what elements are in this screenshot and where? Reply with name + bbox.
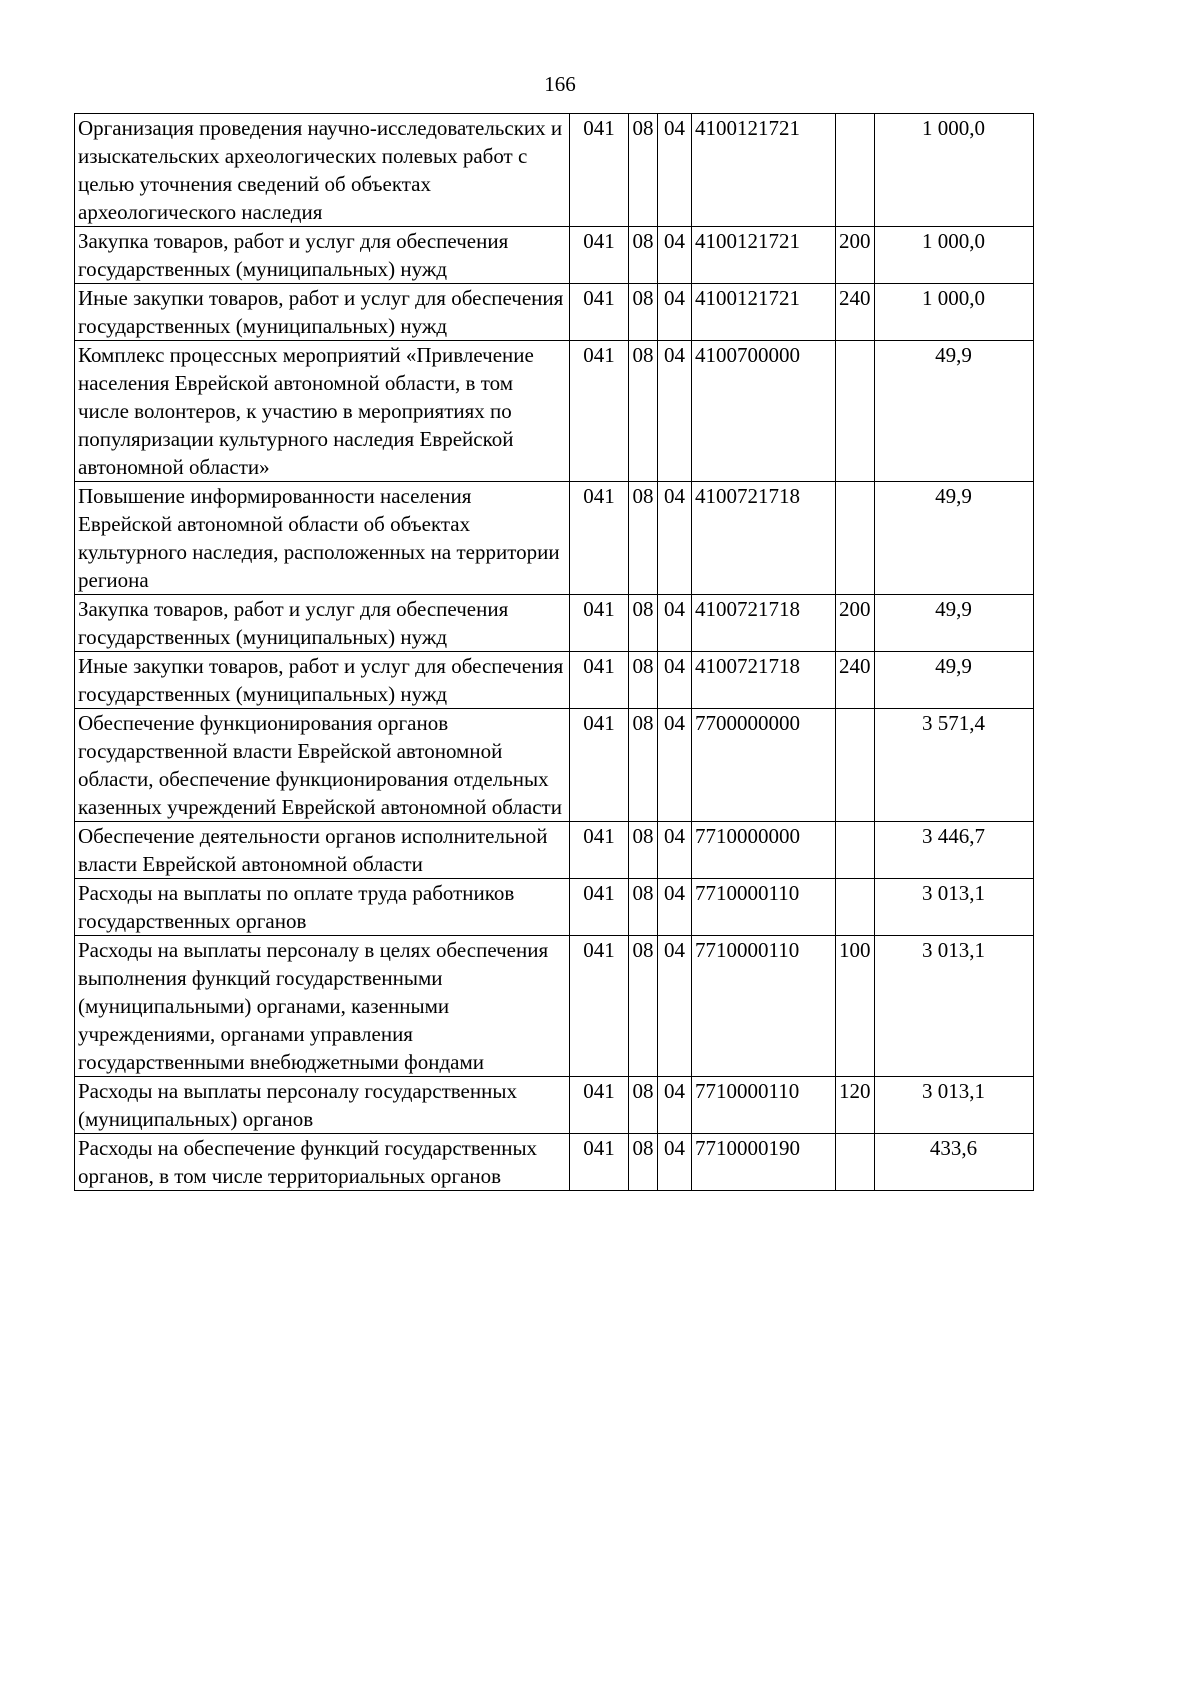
table-row	[75, 227, 1034, 284]
row-ministry-code: 041	[570, 652, 629, 709]
row-expense-type: 200	[836, 227, 875, 284]
row-amount: 49,9	[874, 482, 1033, 595]
row-section-code: 08	[629, 341, 658, 482]
row-expense-type	[836, 482, 875, 595]
row-subsection-code: 04	[658, 709, 692, 822]
row-expense-type	[836, 341, 875, 482]
row-name: Иные закупки товаров, работ и услуг для обеспечения государственных (муниципальных) нужд	[75, 652, 570, 709]
row-name: Обеспечение деятельности органов исполнительной власти Еврейской автономной области	[75, 822, 570, 879]
row-subsection-code: 04	[658, 595, 692, 652]
row-ministry-code: 041	[570, 709, 629, 822]
row-amount: 1 000,0	[874, 114, 1033, 227]
row-section-code: 08	[629, 652, 658, 709]
table-row	[75, 709, 1034, 822]
table-row	[75, 879, 1034, 936]
row-ministry-code: 041	[570, 227, 629, 284]
row-subsection-code: 04	[658, 341, 692, 482]
row-name: Расходы на выплаты по оплате труда работников государственных органов	[75, 879, 570, 936]
row-amount: 1 000,0	[874, 227, 1033, 284]
row-name: Закупка товаров, работ и услуг для обеспечения государственных (муниципальных) нужд	[75, 595, 570, 652]
row-name: Иные закупки товаров, работ и услуг для обеспечения государственных (муниципальных) нужд	[75, 284, 570, 341]
row-section-code: 08	[629, 482, 658, 595]
row-subsection-code: 04	[658, 822, 692, 879]
row-expense-type	[836, 879, 875, 936]
row-amount: 1 000,0	[874, 284, 1033, 341]
row-section-code: 08	[629, 1077, 658, 1134]
row-section-code: 08	[629, 936, 658, 1077]
row-subsection-code: 04	[658, 1077, 692, 1134]
row-name: Обеспечение функционирования органов государственной власти Еврейской автономной области, обеспечение функционирования отдельных казенных учреждений Еврейской автономной области	[75, 709, 570, 822]
row-subsection-code: 04	[658, 652, 692, 709]
row-target-code: 7700000000	[692, 709, 836, 822]
row-amount: 3 013,1	[874, 1077, 1033, 1134]
table-row	[75, 482, 1034, 595]
row-expense-type	[836, 114, 875, 227]
row-subsection-code: 04	[658, 227, 692, 284]
row-subsection-code: 04	[658, 936, 692, 1077]
row-section-code: 08	[629, 709, 658, 822]
row-expense-type: 120	[836, 1077, 875, 1134]
row-target-code: 4100700000	[692, 341, 836, 482]
table-row	[75, 114, 1034, 227]
row-target-code: 7710000110	[692, 879, 836, 936]
row-amount: 49,9	[874, 595, 1033, 652]
row-target-code: 4100121721	[692, 114, 836, 227]
row-ministry-code: 041	[570, 1077, 629, 1134]
row-target-code: 4100121721	[692, 284, 836, 341]
row-ministry-code: 041	[570, 879, 629, 936]
row-subsection-code: 04	[658, 879, 692, 936]
row-expense-type	[836, 709, 875, 822]
row-section-code: 08	[629, 114, 658, 227]
row-name: Комплекс процессных мероприятий «Привлечение населения Еврейской автономной области, в том числе волонтеров, к участию в мероприятиях по популяризации культурного наследия Еврейской автономной области»	[75, 341, 570, 482]
table-row	[75, 652, 1034, 709]
row-name: Организация проведения научно-исследовательских и изыскательских археологических полевых работ с целью уточнения сведений об объектах археологического наследия	[75, 114, 570, 227]
row-name: Закупка товаров, работ и услуг для обеспечения государственных (муниципальных) нужд	[75, 227, 570, 284]
row-ministry-code: 041	[570, 822, 629, 879]
table-row	[75, 1077, 1034, 1134]
row-section-code: 08	[629, 1134, 658, 1191]
row-amount: 3 013,1	[874, 936, 1033, 1077]
row-expense-type	[836, 822, 875, 879]
row-target-code: 4100721718	[692, 482, 836, 595]
row-target-code: 4100121721	[692, 227, 836, 284]
row-amount: 3 571,4	[874, 709, 1033, 822]
table-row	[75, 936, 1034, 1077]
row-subsection-code: 04	[658, 482, 692, 595]
row-amount: 49,9	[874, 341, 1033, 482]
row-expense-type: 100	[836, 936, 875, 1077]
row-name: Расходы на обеспечение функций государственных органов, в том числе территориальных органов	[75, 1134, 570, 1191]
row-target-code: 4100721718	[692, 595, 836, 652]
row-name: Расходы на выплаты персоналу государственных (муниципальных) органов	[75, 1077, 570, 1134]
row-ministry-code: 041	[570, 341, 629, 482]
row-ministry-code: 041	[570, 114, 629, 227]
table-row	[75, 341, 1034, 482]
row-ministry-code: 041	[570, 1134, 629, 1191]
table-row	[75, 284, 1034, 341]
row-name: Повышение информированности населения Еврейской автономной области об объектах культурного наследия, расположенных на территории региона	[75, 482, 570, 595]
row-expense-type: 240	[836, 284, 875, 341]
page-number: 166	[544, 72, 576, 96]
row-target-code: 7710000000	[692, 822, 836, 879]
row-ministry-code: 041	[570, 284, 629, 341]
row-subsection-code: 04	[658, 284, 692, 341]
row-amount: 433,6	[874, 1134, 1033, 1191]
row-ministry-code: 041	[570, 936, 629, 1077]
row-subsection-code: 04	[658, 1134, 692, 1191]
row-target-code: 4100721718	[692, 652, 836, 709]
row-expense-type: 240	[836, 652, 875, 709]
row-section-code: 08	[629, 227, 658, 284]
budget-table	[74, 113, 1034, 1191]
row-ministry-code: 041	[570, 595, 629, 652]
row-section-code: 08	[629, 822, 658, 879]
table-row	[75, 595, 1034, 652]
row-amount: 49,9	[874, 652, 1033, 709]
row-amount: 3 446,7	[874, 822, 1033, 879]
row-ministry-code: 041	[570, 482, 629, 595]
row-subsection-code: 04	[658, 114, 692, 227]
row-section-code: 08	[629, 879, 658, 936]
row-section-code: 08	[629, 595, 658, 652]
row-name: Расходы на выплаты персоналу в целях обеспечения выполнения функций государственными (муниципальными) органами, казенными учреждениями, органами управления государственными внебюджетными фондами	[75, 936, 570, 1077]
table-row	[75, 822, 1034, 879]
row-expense-type: 200	[836, 595, 875, 652]
row-target-code: 7710000110	[692, 936, 836, 1077]
table-row	[75, 1134, 1034, 1191]
row-target-code: 7710000110	[692, 1077, 836, 1134]
row-amount: 3 013,1	[874, 879, 1033, 936]
row-target-code: 7710000190	[692, 1134, 836, 1191]
row-expense-type	[836, 1134, 875, 1191]
row-section-code: 08	[629, 284, 658, 341]
